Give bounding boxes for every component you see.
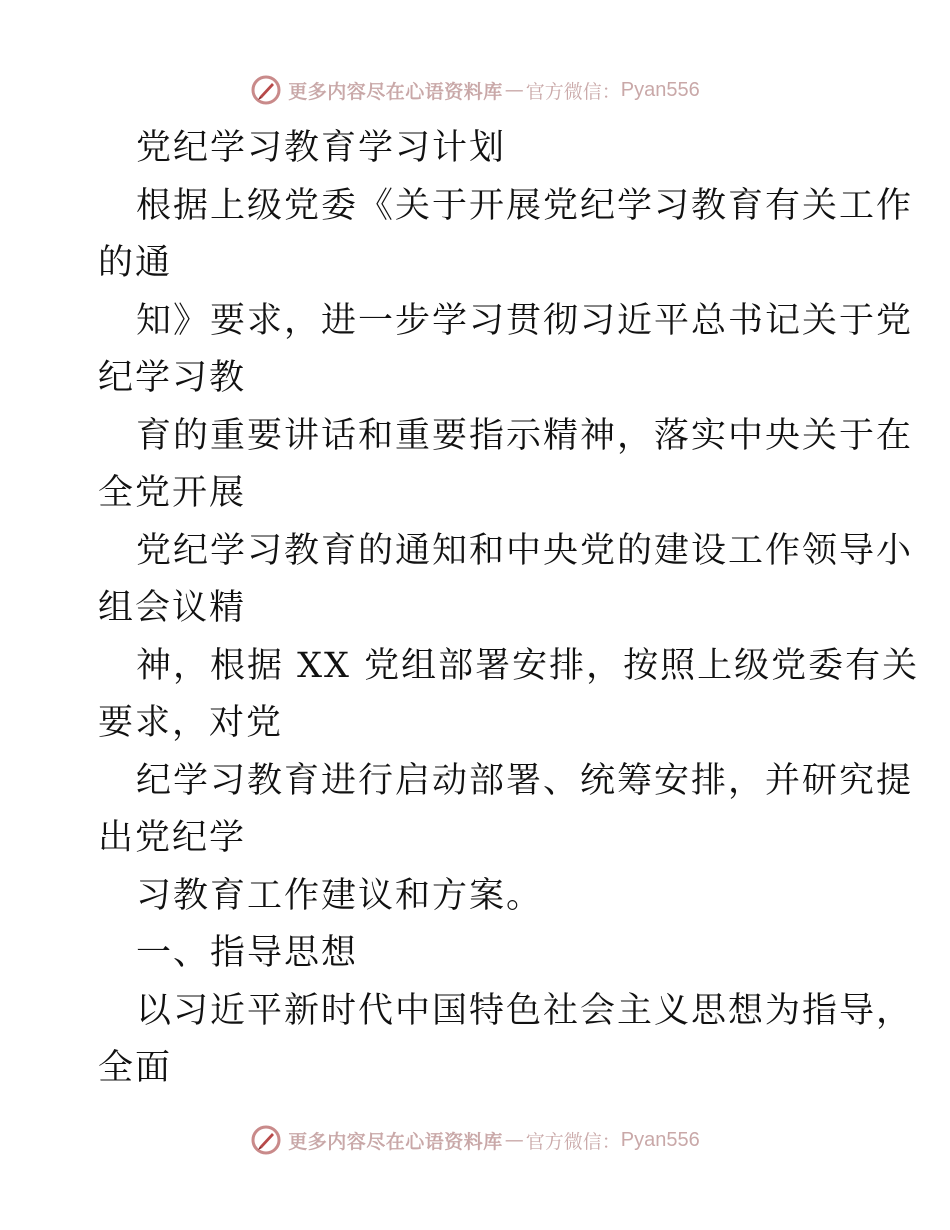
watermark-dash: — bbox=[504, 79, 524, 101]
paragraph-line: 党纪学习教育的通知和中央党的建设工作领导小 bbox=[136, 530, 914, 571]
watermark-main-text: 更多内容尽在心语资料库 bbox=[288, 80, 503, 103]
section-heading: 一、指导思想 bbox=[136, 933, 359, 973]
paragraph-line: 以习近平新时代中国特色社会主义思想为指导， bbox=[136, 990, 914, 1031]
paragraph-line: 出党纪学 bbox=[98, 818, 247, 858]
watermark-wechat-label: 官方微信： bbox=[525, 80, 621, 103]
watermark-wechat-label: 官方微信： bbox=[525, 1130, 621, 1153]
watermark-wechat-id: Pyan556 bbox=[620, 1128, 700, 1151]
watermark-dash: — bbox=[504, 1129, 524, 1151]
quill-pen-logo-icon bbox=[250, 74, 282, 106]
paragraph-line: 育的重要讲话和重要指示精神，落实中央关于在 bbox=[136, 415, 914, 456]
document-body bbox=[98, 120, 920, 1098]
paragraph-line: 组会议精 bbox=[98, 588, 247, 628]
paragraph-line: 知》要求，进一步学习贯彻习近平总书记关于党 bbox=[136, 300, 914, 341]
paragraph-line: 的通 bbox=[98, 243, 173, 283]
paragraph-line: 要求，对党 bbox=[98, 703, 284, 743]
paragraph-line: 全党开展 bbox=[98, 473, 247, 513]
watermark-main-text: 更多内容尽在心语资料库 bbox=[288, 1130, 503, 1153]
footer-watermark bbox=[0, 1120, 950, 1160]
paragraph-line: 习教育工作建议和方案。 bbox=[136, 875, 544, 916]
watermark-wechat-id: Pyan556 bbox=[620, 78, 700, 101]
paragraph-line: 根据上级党委《关于开展党纪学习教育有关工作 bbox=[136, 185, 914, 226]
paragraph-line: 纪学习教育进行启动部署、统筹安排，并研究提 bbox=[136, 760, 914, 801]
header-watermark bbox=[0, 70, 950, 110]
document-title: 党纪学习教育学习计划 bbox=[136, 128, 507, 168]
paragraph-line: 纪学习教 bbox=[98, 358, 247, 398]
paragraph-line: 全面 bbox=[98, 1048, 173, 1088]
quill-pen-logo-icon bbox=[250, 1124, 282, 1156]
paragraph-line: 神，根据 XX 党组部署安排，按照上级党委有关 bbox=[136, 645, 920, 686]
